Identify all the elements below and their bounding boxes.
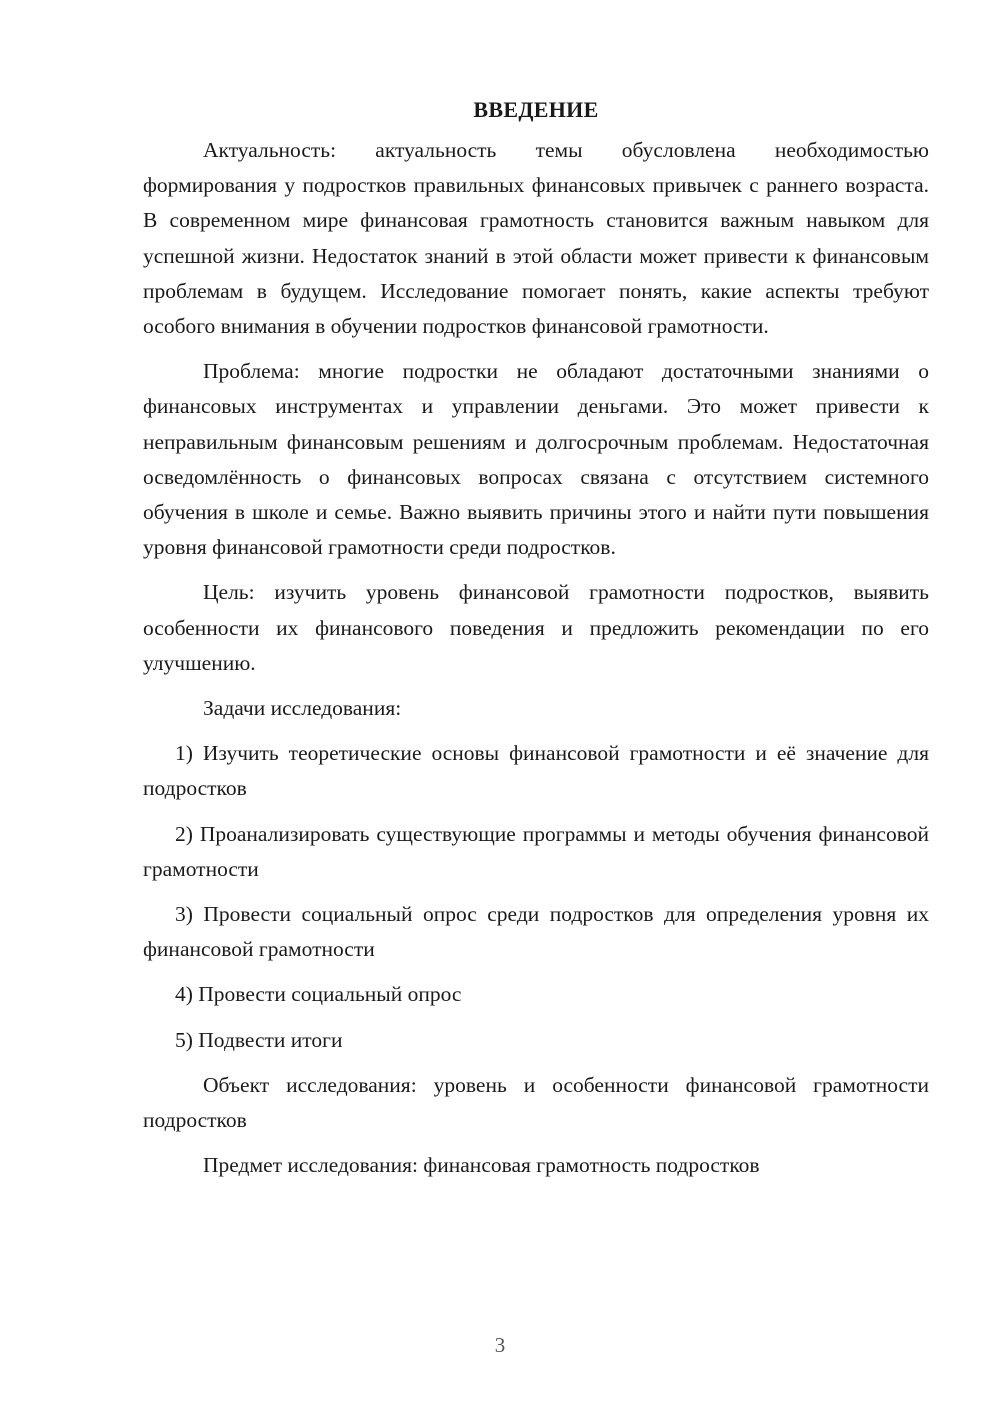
task-item-3: 3) Провести социальный опрос среди подростков для определения уровня их финансовой грамотности [143,902,929,962]
paragraph-problem: Проблема: многие подростки не обладают достаточными знаниями о финансовых инструментах и управлении деньгами. Это может привести к неправильным финансовым решениям и долгосрочным проблемам. Недостаточная осведомлённость о финансовых вопросах связана с отсутствием системного обучения в школе и семье. Важно выявить причины этого и найти пути повышения уровня финансовой грамотности среди подростков. [143,359,929,560]
task-item-5: 5) Подвести итоги [175,1027,343,1052]
tasks-heading: Задачи исследования: [203,696,402,721]
section-title: ВВЕДЕНИЕ [473,97,599,122]
paragraph-object: Объект исследования: уровень и особенности финансовой грамотности подростков [143,1072,929,1133]
page-number: 3 [494,1333,506,1357]
paragraph-subject: Предмет исследования: финансовая грамотность подростков [203,1153,760,1178]
document-page [143,92,929,1193]
task-item-4: 4) Провести социальный опрос [175,982,462,1007]
task-item-1: 1) Изучить теоретические основы финансовой грамотности и её значение для подростков [143,741,929,801]
paragraph-goal: Цель: изучить уровень финансовой грамотности подростков, выявить особенности их финансового поведения и предложить рекомендации по его улучшению. [143,580,929,675]
task-item-2: 2) Проанализировать существующие программы и методы обучения финансовой грамотности [143,821,929,881]
paragraph-relevance: Актуальность: актуальность темы обусловлена необходимостью формирования у подростков правильных финансовых привычек с раннего возраста. В современном мире финансовая грамотность становится важным навыком для успешной жизни. Недостаток знаний в этой области может привести к финансовым проблемам в будущем. Исследование помогает понять, какие аспекты требуют особого внимания в обучении подростков финансовой грамотности. [143,138,929,339]
